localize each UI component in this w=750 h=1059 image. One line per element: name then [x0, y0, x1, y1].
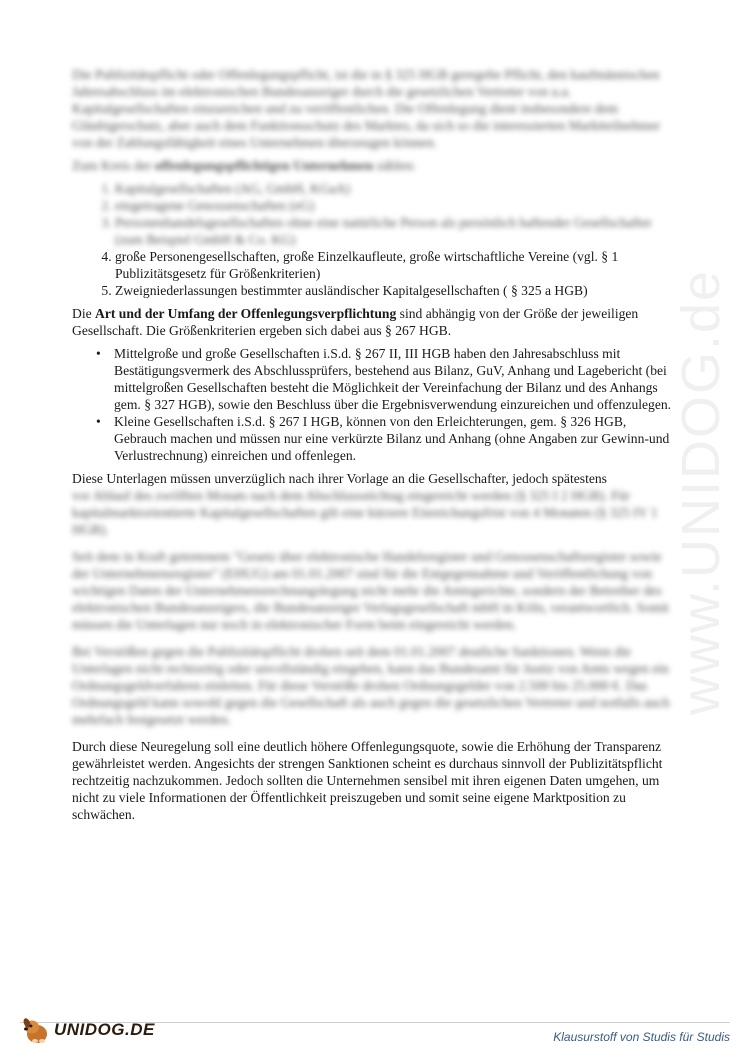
list-item: 5. Zweigniederlassungen bestimmter ausländischer Kapitalgesellschaften ( § 325 a HGB) — [115, 282, 677, 299]
intro-paragraph-blurred: Die Publizitätspflicht oder Offenlegungspflicht, ist die in § 325 HGB geregelte Pflicht, den kaufmännischen Jahresabschluss im elektronischen Bundesanzeiger durch die gesetzlichen Vertreter von u.a. Kapitalgesellschaften einzureichen und zu veröffentlichen. Die Offenlegung dient insbesondere dem Gläubigerschutz, aber auch dem Funktionsschutz des Marktes, da sich so die interessierten Marktteilnehmer von der Zahlungsfähigkeit eines Unternehmen überzeugen können. — [72, 67, 661, 150]
bullet-item: • Mittelgroße und große Gesellschaften i.S.d. § 267 II, III HGB haben den Jahresabschluss mit Bestätigungsvermerk des Abschlussprüfers, bestehend aus Bilanz, GuV, Anhang und Lagebericht (bei mittelgroßen Gesellschaften besteht die Möglichkeit der Vereinfachung der Bilanz und des Anhangs gem. § 327 HGB), sowie den Beschluss über die Ergebnisverwendung einzureichen und offenzulegen. — [114, 345, 677, 413]
ehug-paragraph-blurred: Seit dem in Kraft getretenem "Gesetz über elektronische Handelsregister und Genossenschaftsregister sowie der Unternehmensregister" (EHUG) am 01.01.2007 sind für die Entgegennahme und Veröffentlichung von wichtigen Daten der Unternehmensrechnungslegung nicht mehr die Amtsgerichte, sondern der Betreiber des elektronischen Bundesanzeigers, die Bundesanzeiger Verlagsgesellschaft mbH in Köln, verantwortlich. Somit müssen die Unterlagen nur noch in elektronischer Form beim eingereicht werden. — [72, 549, 669, 632]
unterlagen-blurred: vor Ablauf des zwölften Monats nach dem Abschlussstichtag eingereicht werden (§ 325 I 2 HGB). Für kapitalmarktorientierte Kapitalgesellschaften gilt eine kürzere Einreichungsfrist von 4 Monaten (§ 325 IV 1 HGB). — [72, 488, 658, 537]
company-types-list — [72, 180, 677, 299]
conclusion-paragraph: Durch diese Neuregelung soll eine deutlich höhere Offenlegungsquote, sowie die Erhöhung der Transparenz gewährleistet werden. Angesichts der strengen Sanktionen scheint es durchaus sinnvoll der Publizitätspflicht rechtzeitig nachzukommen. Jedoch sollten die Unternehmen sensibel mit ihren eigenen Daten umgehen, um nicht zu viele Informationen der Öffentlichkeit preiszugeben und somit seine eigene Marktposition zu schwächen. — [72, 739, 663, 822]
lead-text-post: zählen: — [373, 158, 416, 173]
list-item: 4. große Personengesellschaften, große Einzelkaufleute, große wirtschaftliche Vereine (vgl. § 1 Publizitätsgesetz für Größenkriterien) — [115, 248, 677, 282]
unterlagen-clear: Diese Unterlagen müssen unverzüglich nach ihrer Vorlage an die Gesellschafter, jedoch spätestens — [72, 471, 607, 486]
lead-text-pre: Zum Kreis der — [72, 158, 155, 173]
footer-tagline: Klausurstoff von Studis für Studis — [553, 1030, 730, 1044]
list-item-blurred: 1. Kapitalgesellschaften (AG, GmbH, KGaA) — [115, 180, 677, 197]
art-post: sind abhängig von der Größe der jeweiligen Gesellschaft. Die Größenkriterien ergeben sich dabei aus § 267 HGB. — [72, 306, 639, 338]
unterlagen-paragraph — [72, 470, 677, 538]
intro-list-lead-blurred — [72, 157, 677, 174]
bullet-item: • Kleine Gesellschaften i.S.d. § 267 I HGB, können von den Erleichterungen, gem. § 326 HGB, Gebrauch machen und müssen nur eine verkürzte Bilanz und Anhang (ohne Angaben zur Gewinn-und Verlustrechnung) einreichen und offenlegen. — [114, 413, 677, 464]
list-item-blurred: 3. Personenhandelsgesellschaften ohne eine natürliche Person als persönlich haftender Gesellschafter (zum Beispiel GmbH & Co. KG) — [115, 214, 677, 248]
lead-text-bold: offenlegungspflichtigen Unternehmen — [154, 158, 374, 173]
watermark: www.UNIDOG.de — [671, 268, 731, 715]
art-umfang-paragraph — [72, 305, 677, 339]
art-bold: Art und der Umfang der Offenlegungsverpflichtung — [95, 306, 397, 321]
document-body — [72, 66, 677, 829]
sanktionen-paragraph-blurred: Bei Verstößen gegen die Publizitätspflicht drohen seit dem 01.01.2007 deutliche Sanktionen. Wenn die Unterlagen nicht rechtzeitig oder unvollständig eingehen, kann das Bundesamt für Justiz von Amts wegen ein Ordnungsgeldverfahren einleiten. Für diese Verstöße drohen Ordnungsgelder von 2.500 bis 25.000 €. Das Ordnungsgeld kann sowohl gegen die Gesellschaft als auch gegen die gesetzlichen Vertreter und notfalls auch mehrfach festgesetzt werden. — [72, 644, 670, 727]
list-item-blurred: 2. eingetragene Genossenschaften (eG) — [115, 197, 677, 214]
art-pre: Die — [72, 306, 96, 321]
unidog-logo — [20, 1010, 155, 1050]
logo-text: UNIDOG.DE — [54, 1020, 155, 1039]
size-criteria-bullets — [72, 345, 677, 464]
dog-mascot-icon — [20, 1014, 52, 1046]
